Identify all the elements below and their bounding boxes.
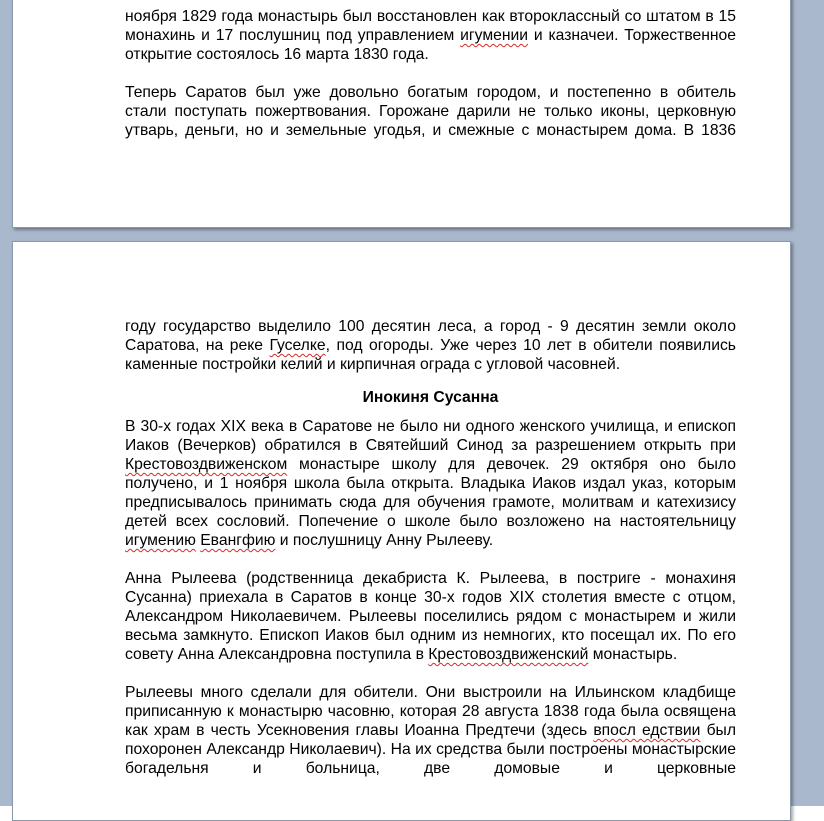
misspelled-word[interactable]: Крестовоздвиженском	[125, 456, 288, 473]
paragraph: Рылеевы много сделали для обители. Они выстроили на Ильинском кладбище приписанную к монастырю часовню, которая 28 августа 1838 года была освящена как храм в честь Усекновения главы Иоанна Предтечи (здесь впосл едствии был похоронен Александр Николаевич). На их средства были построены монастырские богадельня и больница, две домовые и церковные	[125, 684, 736, 777]
paragraph: Теперь Саратов был уже довольно богатым городом, и постепенно в обитель стали поступать пожертвования. Горожане дарили не только иконы, церковную утварь, деньги, но и земельные угодья, и смежные с монастырем дома. В 1836	[125, 84, 736, 139]
paragraph: В 30-х годах XIX века в Саратове не было ни одного женского училища, и епископ Иаков (Вечерков) обратился в Святейший Синод за разрешением открыть при Крестовоздвиженском монастыре школу для девочек. 29 октября оно было получено, и 1 ноября школа была открыта. Владыка Иаков издал указ, которым предписывалось принимать сюда для обучения грамоте, молитвам и катехизису детей всех сословий. Попечение о школе было возложено на настоятельницу игумению Евангфию и послушницу Анну Рылееву.	[125, 418, 736, 549]
paragraph: Анна Рылеева (родственница декабриста К. Рылеева, в постриге - монахиня Сусанна) приехала в Саратов в конце 30-х годов XIX столетия вместе с отцом, Александром Николаевичем. Рылеевы поселились рядом с монастырем и жили весьма замкнуто. Епископ Иаков был одним из немногих, кто посещал их. По его совету Анна Александровна поступила в Крестовоздвиженский монастырь.	[125, 570, 736, 663]
misspelled-word[interactable]: Гуселке	[269, 337, 326, 354]
document-page[interactable]	[12, 241, 791, 821]
misspelled-word[interactable]: игумении	[460, 27, 529, 44]
document-page[interactable]	[12, 0, 791, 228]
misspelled-word[interactable]: Крестовоздвиженский	[428, 646, 589, 663]
misspelled-word[interactable]: Евангфию	[200, 532, 276, 549]
paragraph: году государство выделило 100 десятин леса, а город - 9 десятин земли около Саратова, на реке Гуселке, под огороды. Уже через 10 лет в обители появились каменные постройки келий и кирпичная ограда с угловой часовней.	[125, 318, 736, 373]
page-text	[125, 317, 736, 797]
section-heading: Инокиня Сусанна	[362, 389, 499, 406]
page-text	[125, 7, 736, 159]
paragraph: ноября 1829 года монастырь был восстановлен как второклассный со штатом в 15 монахинь и 17 послушниц под управлением игумении и казначеи. Торжественное открытие состоялось 16 марта 1830 года.	[125, 8, 736, 63]
misspelled-word[interactable]: впосл едствии	[593, 722, 701, 739]
misspelled-word[interactable]: игумению	[125, 532, 196, 549]
